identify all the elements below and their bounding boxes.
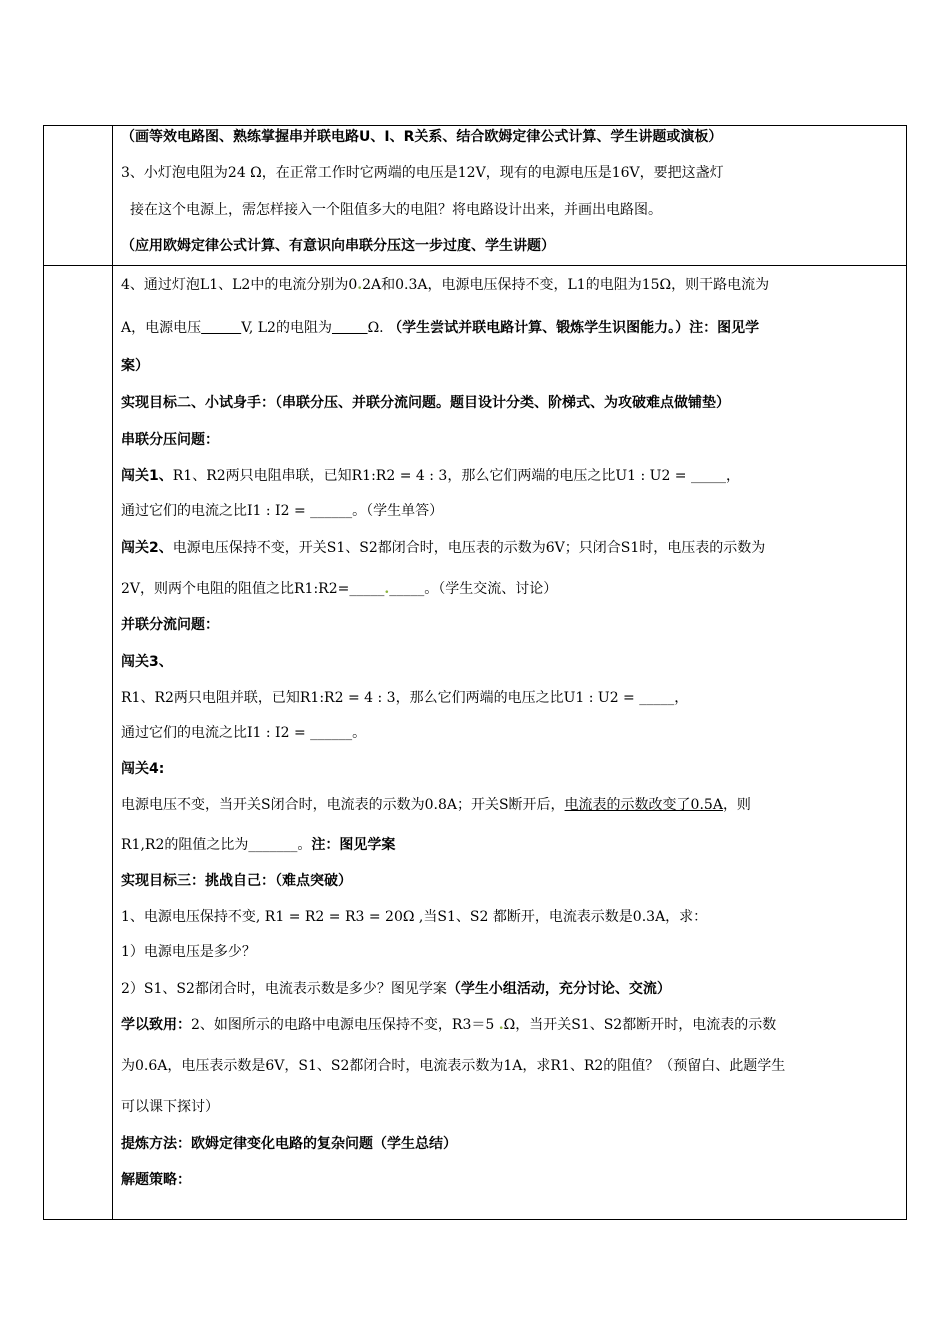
level-3-label: 闯关3、 bbox=[121, 654, 173, 670]
column-divider bbox=[112, 125, 113, 1220]
series-heading: 串联分压问题： bbox=[121, 432, 219, 448]
note-line-1: （画等效电路图、熟练掌握串并联电路U、I、R关系、结合欧姆定律公式计算、学生讲题或演板） bbox=[121, 129, 723, 145]
challenge-1-line-1: 1、电源电压保持不变, R1 = R2 = R3 = 20Ω ,当S1、S2 都断开，电流表示数是0.3A，求： bbox=[121, 909, 708, 925]
challenge-1-line-3: 2）S1、S2都闭合时，电流表示数是多少？图见学案（学生小组活动，充分讨论、交流） bbox=[121, 981, 671, 997]
challenge-1-line-2: 1）电源电压是多少？ bbox=[121, 944, 256, 960]
strategy-heading: 解题策略： bbox=[121, 1172, 191, 1188]
level-4-line-1: 电源电压不变，当开关S闭合时，电流表的示数为0.8A；开关S断开后，电流表的示数改变了0.5A，则 bbox=[121, 797, 751, 813]
question-4-line-3: 案） bbox=[121, 358, 149, 374]
level-1-line-1: 闯关1、R1、R2两只电阻串联，已知R1:R2 = 4 : 3，那么它们两端的电压之比U1 : U2 = _____， bbox=[121, 468, 740, 484]
goal-2-heading: 实现目标二、小试身手：（串联分压、并联分流问题。题目设计分类、阶梯式、为攻破难点做铺垫） bbox=[121, 395, 730, 411]
apply-line-2: 为0.6A，电压表示数是6V，S1、S2都闭合时，电流表示数为1A，求R1、R2的阻值？（预留白、此题学生 bbox=[121, 1058, 786, 1074]
method-heading: 提炼方法：欧姆定律变化电路的复杂问题（学生总结） bbox=[121, 1136, 457, 1152]
parallel-heading: 并联分流问题： bbox=[121, 617, 219, 633]
row-divider bbox=[43, 265, 907, 266]
question-4-line-1: 4、通过灯泡L1、L2中的电流分别为0.2A和0.3A，电源电压保持不变，L1的电阻为15Ω，则干路电流为 bbox=[121, 277, 770, 293]
level-2-line-1: 闯关2、电源电压保持不变，开关S1、S2都闭合时，电压表的示数为6V；只闭合S1时，电压表的示数为 bbox=[121, 540, 766, 556]
apply-line-3: 可以课下探讨） bbox=[121, 1099, 219, 1115]
level-1-line-2: 通过它们的电流之比I1 : I2 = ______。（学生单答） bbox=[121, 503, 444, 519]
level-2-line-2: 2V，则两个电阻的阻值之比R1:R2=_____._____。（学生交流、讨论） bbox=[121, 581, 558, 597]
note-line-2: （应用欧姆定律公式计算、有意识向串联分压这一步过度、学生讲题） bbox=[121, 238, 555, 254]
apply-line-1: 学以致用：2、如图所示的电路中电源电压保持不变，R3＝5 .Ω，当开关S1、S2都断开时，电流表的示数 bbox=[121, 1017, 777, 1033]
question-3-line-1: 3、小灯泡电阻为24 Ω，在正常工作时它两端的电压是12V，现有的电源电压是16V，要把这盏灯 bbox=[121, 165, 724, 181]
question-3-line-2: 接在这个电源上，需怎样接入一个阻值多大的电阻？将电路设计出来，并画出电路图。 bbox=[130, 202, 662, 218]
level-4-label: 闯关4: bbox=[121, 761, 165, 777]
level-4-line-2: R1,R2的阻值之比为_______。注：图见学案 bbox=[121, 837, 396, 853]
level-3-line-2: 通过它们的电流之比I1 : I2 = ______。 bbox=[121, 725, 367, 741]
question-4-line-2: A，电源电压 V, L2的电阻为 Ω. （学生尝试并联电路计算、锻炼学生识图能力。）注：图见学 bbox=[121, 320, 760, 336]
goal-3-heading: 实现目标三：挑战自己：（难点突破） bbox=[121, 873, 352, 889]
level-3-line-1: R1、R2两只电阻并联，已知R1:R2 = 4 : 3，那么它们两端的电压之比U1 : U2 = _____， bbox=[121, 690, 689, 706]
